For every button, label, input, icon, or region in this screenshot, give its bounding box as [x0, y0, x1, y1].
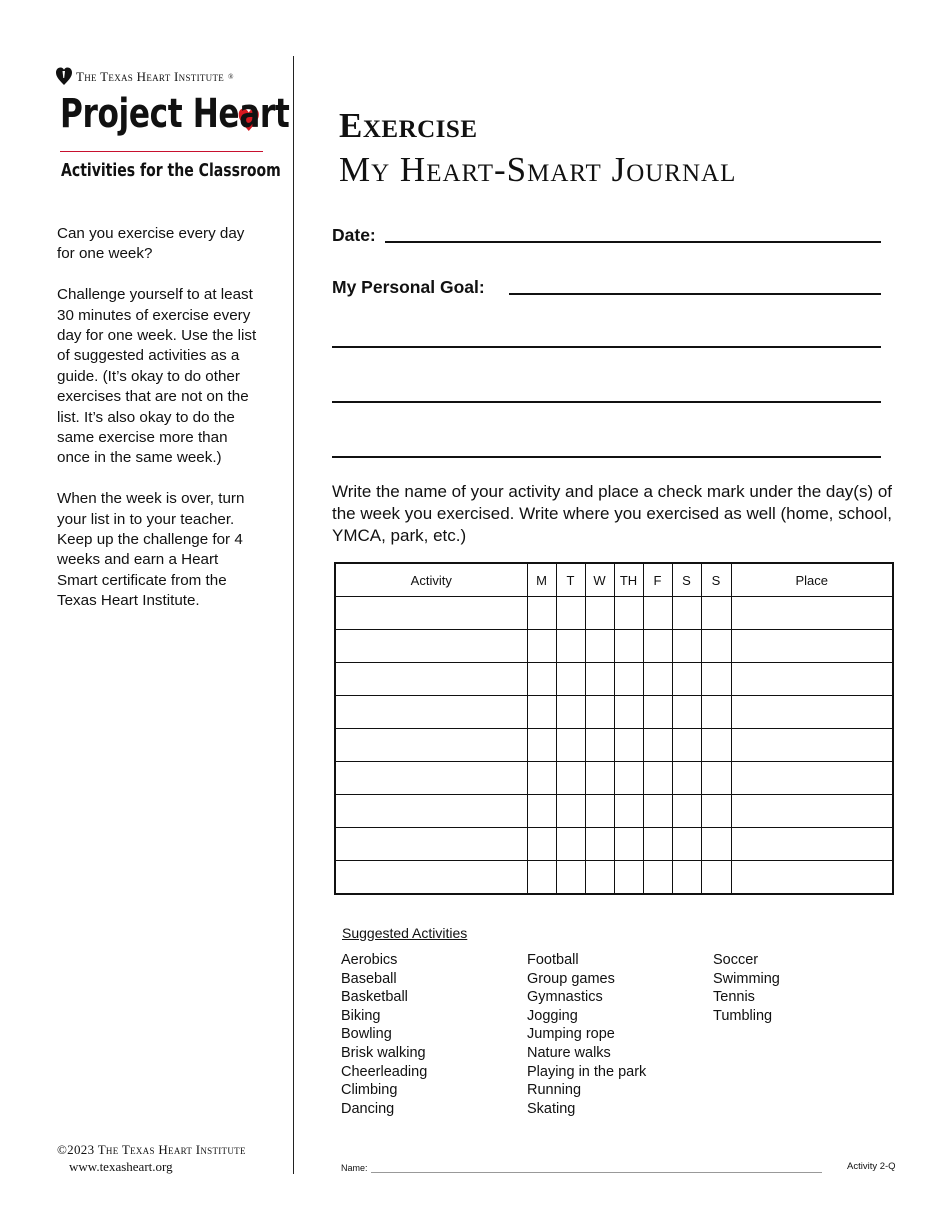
list-item: Aerobics [341, 952, 398, 968]
table-row [335, 795, 893, 828]
suggested-col-2 [527, 951, 646, 1118]
goal-line[interactable] [332, 346, 881, 348]
list-item: Tumbling [713, 1007, 773, 1024]
activity-cell[interactable] [335, 861, 527, 895]
day-check-cell[interactable] [585, 597, 614, 630]
day-check-cell[interactable] [643, 762, 672, 795]
day-check-cell[interactable] [643, 696, 672, 729]
day-check-cell[interactable] [585, 795, 614, 828]
day-check-cell[interactable] [556, 663, 585, 696]
day-check-cell[interactable] [614, 828, 643, 861]
copyright: ©2023 The Texas Heart Institute [57, 1142, 246, 1157]
list-item: Running [527, 1082, 582, 1099]
day-check-cell[interactable] [527, 795, 556, 828]
name-label: Name: [341, 1163, 368, 1173]
page-subtitle: My Heart-Smart Journal [339, 150, 737, 189]
day-check-cell[interactable] [614, 861, 643, 895]
brand-subtitle: Activities for the Classroom [61, 160, 281, 181]
goal-line[interactable] [332, 401, 881, 403]
heart-letter [239, 91, 260, 137]
day-check-cell[interactable] [585, 729, 614, 762]
day-check-cell[interactable] [585, 630, 614, 663]
table-header-row [335, 563, 893, 597]
day-check-cell[interactable] [672, 861, 701, 895]
name-field[interactable] [371, 1172, 822, 1173]
activity-cell[interactable] [335, 729, 527, 762]
day-check-cell[interactable] [701, 729, 731, 762]
sidebar-text [57, 224, 257, 632]
activity-cell[interactable] [335, 762, 527, 795]
suggested-col-1 [341, 951, 427, 1118]
list-item: Climbing [341, 1082, 398, 1099]
table-row [335, 630, 893, 663]
day-check-cell[interactable] [527, 597, 556, 630]
day-check-cell[interactable] [614, 795, 643, 828]
day-check-cell[interactable] [614, 597, 643, 630]
place-cell[interactable] [731, 663, 893, 696]
brand-title [60, 91, 290, 137]
list-item: Basketball [341, 989, 408, 1006]
place-cell[interactable] [731, 729, 893, 762]
list-item: Baseball [341, 970, 397, 987]
list-item: Tennis [713, 989, 755, 1006]
list-item: Football [527, 952, 579, 968]
day-check-cell[interactable] [643, 663, 672, 696]
day-check-cell[interactable] [701, 630, 731, 663]
activity-cell[interactable] [335, 828, 527, 861]
day-check-cell[interactable] [527, 729, 556, 762]
list-item: Biking [341, 1007, 381, 1024]
list-item: Dancing [341, 1100, 395, 1117]
day-check-cell[interactable] [585, 696, 614, 729]
instructions: Write the name of your activity and place a check mark under the day(s) of the week you exercised. Write where you exercised as well (home, school, YMCA, park, etc.) [332, 482, 893, 545]
activity-cell[interactable] [335, 795, 527, 828]
table-row [335, 663, 893, 696]
day-check-cell[interactable] [556, 630, 585, 663]
list-item: Brisk walking [341, 1044, 426, 1061]
column-divider [293, 56, 294, 1174]
goal-field[interactable] [509, 293, 881, 295]
goal-label: My Personal Goal: [332, 277, 485, 297]
brand-rule [60, 151, 263, 152]
place-cell[interactable] [731, 828, 893, 861]
col-monday: M [527, 563, 556, 597]
day-check-cell[interactable] [701, 663, 731, 696]
heart-letter-text: a [239, 91, 260, 137]
day-check-cell[interactable] [556, 696, 585, 729]
day-check-cell[interactable] [614, 696, 643, 729]
day-check-cell[interactable] [614, 729, 643, 762]
day-check-cell[interactable] [672, 696, 701, 729]
day-check-cell[interactable] [672, 630, 701, 663]
list-item: Nature walks [527, 1044, 611, 1061]
day-check-cell[interactable] [701, 597, 731, 630]
registered-mark: ® [228, 72, 234, 81]
day-check-cell[interactable] [556, 861, 585, 895]
day-check-cell[interactable] [556, 795, 585, 828]
website-link[interactable]: www.texasheart.org [69, 1159, 173, 1174]
day-check-cell[interactable] [672, 828, 701, 861]
day-check-cell[interactable] [701, 861, 731, 895]
day-check-cell[interactable] [672, 597, 701, 630]
col-wednesday: W [585, 563, 614, 597]
org-name: The Texas Heart Institute [76, 68, 225, 84]
table-row [335, 828, 893, 861]
day-check-cell[interactable] [701, 696, 731, 729]
place-cell[interactable] [731, 861, 893, 895]
day-check-cell[interactable] [527, 663, 556, 696]
col-saturday: S [672, 563, 701, 597]
day-check-cell[interactable] [672, 729, 701, 762]
brand-title-part2: rt [259, 91, 290, 137]
day-check-cell[interactable] [643, 828, 672, 861]
day-check-cell[interactable] [701, 828, 731, 861]
day-check-cell[interactable] [556, 828, 585, 861]
col-friday: F [643, 563, 672, 597]
day-check-cell[interactable] [585, 861, 614, 895]
place-cell[interactable] [731, 597, 893, 630]
list-item: Gymnastics [527, 989, 603, 1006]
exercise-log-table [334, 562, 894, 895]
day-check-cell[interactable] [643, 795, 672, 828]
list-item: Swimming [713, 970, 780, 987]
day-check-cell[interactable] [614, 762, 643, 795]
page-title: Exercise [339, 106, 478, 145]
activity-cell[interactable] [335, 663, 527, 696]
col-thursday: TH [614, 563, 643, 597]
table-body [335, 597, 893, 895]
date-label: Date: [332, 225, 376, 245]
day-check-cell[interactable] [585, 663, 614, 696]
day-check-cell[interactable] [556, 597, 585, 630]
suggested-heading: Suggested Activities [342, 925, 468, 941]
place-cell[interactable] [731, 696, 893, 729]
day-check-cell[interactable] [527, 762, 556, 795]
suggested-col-3 [713, 951, 780, 1025]
sidebar-paragraph: Challenge yourself to at least 30 minutes of exercise every day for one week. Use the list of suggested activities as a guide. (It’s okay to do other exercises that are not on the list. It’s also okay to do the same exercise more than once in the same week.) [57, 286, 257, 467]
day-check-cell[interactable] [585, 828, 614, 861]
institute-header [56, 67, 234, 86]
date-field[interactable] [385, 241, 881, 243]
list-item: Bowling [341, 1026, 392, 1043]
list-item: Jogging [527, 1007, 578, 1024]
day-check-cell[interactable] [527, 696, 556, 729]
place-cell[interactable] [731, 795, 893, 828]
activity-id: Activity 2-Q [847, 1161, 896, 1172]
day-check-cell[interactable] [556, 762, 585, 795]
activity-cell[interactable] [335, 630, 527, 663]
day-check-cell[interactable] [672, 762, 701, 795]
day-check-cell[interactable] [672, 663, 701, 696]
table-row [335, 729, 893, 762]
brand-title-part1: Project He [60, 91, 240, 137]
day-check-cell[interactable] [527, 630, 556, 663]
list-item: Cheerleading [341, 1063, 428, 1080]
day-check-cell[interactable] [556, 729, 585, 762]
goal-line[interactable] [332, 456, 881, 458]
list-item: Skating [527, 1100, 576, 1117]
activity-cell[interactable] [335, 696, 527, 729]
sidebar-paragraph: When the week is over, turn your list in to your teacher. Keep up the challenge for 4 weeks and earn a Heart Smart certificate from the Texas Heart Institute. [57, 490, 245, 610]
day-check-cell[interactable] [643, 597, 672, 630]
col-activity: Activity [335, 563, 527, 597]
table-row [335, 861, 893, 895]
place-cell[interactable] [731, 762, 893, 795]
list-item: Jumping rope [527, 1026, 615, 1043]
day-check-cell[interactable] [672, 795, 701, 828]
table-row [335, 762, 893, 795]
list-item: Group games [527, 970, 615, 987]
day-check-cell[interactable] [527, 828, 556, 861]
day-check-cell[interactable] [614, 630, 643, 663]
day-check-cell[interactable] [643, 630, 672, 663]
day-check-cell[interactable] [643, 861, 672, 895]
col-tuesday: T [556, 563, 585, 597]
col-sunday: S [701, 563, 731, 597]
day-check-cell[interactable] [701, 795, 731, 828]
place-cell[interactable] [731, 630, 893, 663]
table-row [335, 597, 893, 630]
day-check-cell[interactable] [527, 861, 556, 895]
day-check-cell[interactable] [614, 663, 643, 696]
day-check-cell[interactable] [643, 729, 672, 762]
day-check-cell[interactable] [701, 762, 731, 795]
activity-cell[interactable] [335, 597, 527, 630]
sidebar-paragraph: Can you exercise every day for one week? [57, 225, 245, 263]
heart-logo-icon [56, 67, 72, 86]
list-item: Soccer [713, 952, 759, 968]
day-check-cell[interactable] [585, 762, 614, 795]
col-place: Place [731, 563, 893, 597]
list-item: Playing in the park [527, 1063, 647, 1080]
table-row [335, 696, 893, 729]
